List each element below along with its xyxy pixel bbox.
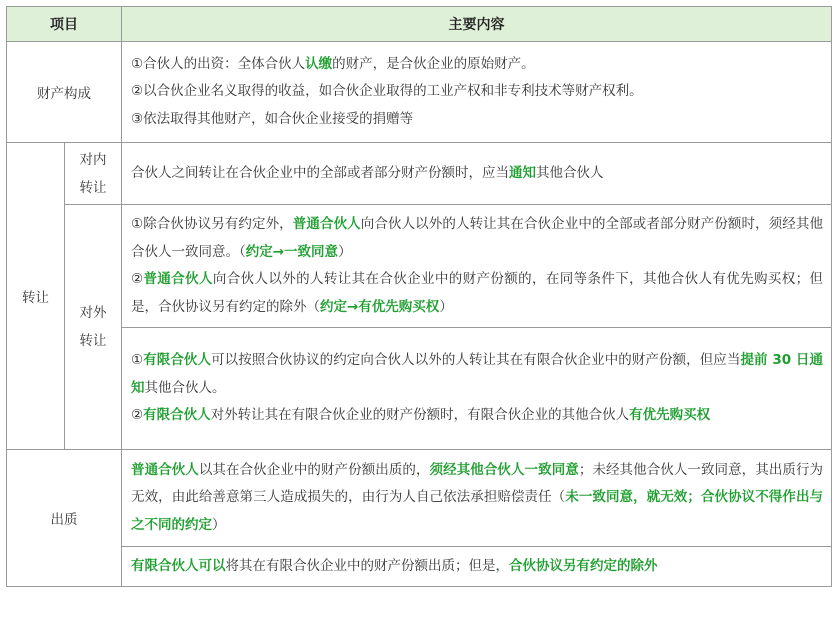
text: 以其在合伙企业中的财产份额出质的， xyxy=(198,461,430,478)
row-transfer-external-limited xyxy=(7,328,832,450)
content-internal-transfer xyxy=(122,143,832,205)
text: 其他合伙人。 xyxy=(144,379,226,396)
row-pledge-limited xyxy=(7,547,832,587)
text: 的财产，是合伙企业的原始财产。 xyxy=(332,55,535,72)
highlight: 有优先购买权 xyxy=(629,407,711,424)
row-transfer-external-general xyxy=(7,205,832,328)
law-summary-table xyxy=(6,6,832,587)
header-item: 项目 xyxy=(7,7,122,42)
property-line-1 xyxy=(131,51,823,79)
text: ） xyxy=(338,243,352,260)
text: 其他合伙人 xyxy=(536,164,604,181)
external-limited-1 xyxy=(131,347,823,402)
text: ①合伙人的出资：全体合伙人 xyxy=(131,55,306,72)
text: ① xyxy=(131,352,144,369)
highlight: 提前 30 日通知 xyxy=(131,352,824,396)
highlight: 约定→有优先购买权 xyxy=(320,298,440,315)
header-content: 主要内容 xyxy=(122,7,832,42)
property-line-2: ②以合伙企业名义取得的收益，如合伙企业取得的工业产权和非专利技术等财产权利。 xyxy=(131,83,643,100)
content-pledge-general xyxy=(122,450,832,547)
highlight: 未一致同意，就无效；合伙协议不得作出与之不同的约定 xyxy=(131,489,824,533)
highlight: 普通合伙人 xyxy=(131,461,199,478)
label-pledge: 出质 xyxy=(7,450,122,587)
content-external-general xyxy=(122,205,832,328)
row-transfer-internal xyxy=(7,143,832,205)
label-line: 对外 xyxy=(79,305,107,321)
content-external-limited xyxy=(122,328,832,450)
text: 向合伙人以外的人转让其在合伙企业中的全部或者部分财产份额时，须经其他合伙人一致同意。（ xyxy=(131,216,824,260)
label-line: 对内 xyxy=(79,151,107,168)
row-pledge-general xyxy=(7,450,832,547)
label-line: 转让 xyxy=(79,333,107,349)
text: 合伙人之间转让在合伙企业中的全部或者部分财产份额时，应当 xyxy=(131,164,509,181)
text: ） xyxy=(212,516,226,533)
text: ② xyxy=(131,271,144,287)
highlight: 约定→一致同意 xyxy=(245,243,339,260)
highlight: 通知 xyxy=(509,164,536,181)
text: ①除合伙协议另有约定外， xyxy=(131,216,293,232)
label-transfer: 转让 xyxy=(7,143,65,450)
text: 向合伙人以外的人转让其在合伙企业中的财产份额的，在同等条件下，其他合伙人有优先购买权；但是，合伙协议另有约定的除外（ xyxy=(131,271,824,315)
highlight: 有限合伙人 xyxy=(143,407,211,424)
label-external-transfer xyxy=(65,205,122,450)
highlight: 认缴 xyxy=(305,55,333,72)
property-line-3: ③依法取得其他财产，如合伙企业接受的捐赠等 xyxy=(131,110,414,127)
external-general-1 xyxy=(131,211,823,266)
text: 对外转让其在有限合伙企业的财产份额时，有限合伙企业的其他合伙人 xyxy=(210,407,630,424)
header-row xyxy=(7,7,832,42)
text: ） xyxy=(439,298,453,315)
highlight: 普通合伙人 xyxy=(143,271,213,287)
content-property xyxy=(122,42,832,143)
highlight: 须经其他合伙人一致同意 xyxy=(429,461,579,478)
external-general-2 xyxy=(131,266,823,321)
text: 将其在有限合伙企业中的财产份额出质；但是， xyxy=(225,557,509,574)
content-pledge-limited xyxy=(122,547,832,587)
external-limited-2 xyxy=(131,402,823,430)
text: ；未经其他合伙人一致同意，其出质行为无效，由此给善意第三人造成损失的，由行为人自己依法承担赔偿责任（ xyxy=(131,461,824,506)
label-property: 财产构成 xyxy=(7,42,122,143)
text: ② xyxy=(131,407,144,424)
highlight: 合伙协议另有约定的除外 xyxy=(509,557,658,574)
row-property xyxy=(7,42,832,143)
highlight: 普通合伙人 xyxy=(292,216,361,232)
highlight: 有限合伙人 xyxy=(143,352,212,369)
text: 可以按照合伙协议的约定向合伙人以外的人转让其在有限合伙企业中的财产份额，但应当 xyxy=(211,352,741,369)
label-internal-transfer xyxy=(65,143,122,205)
highlight: 有限合伙人可以 xyxy=(131,557,226,574)
label-line: 转让 xyxy=(79,179,107,196)
